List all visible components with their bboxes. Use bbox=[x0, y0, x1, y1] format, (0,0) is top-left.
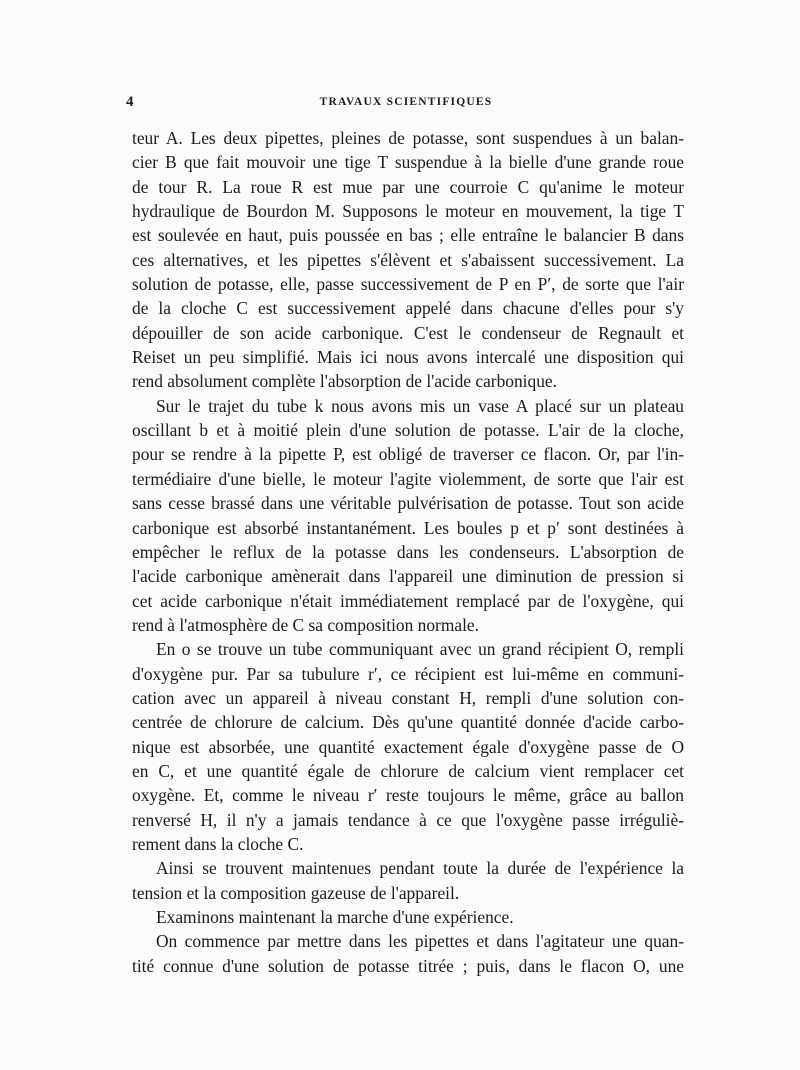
text-line: solution de potasse, elle, passe successivement de P en P′, de sorte que l'air bbox=[132, 274, 684, 295]
text-line: de la cloche C est successivement appelé dans chacune d'elles pour s'y bbox=[132, 298, 684, 319]
text-line: dépouiller de son acide carbonique. C'est le condenseur de Regnault et bbox=[132, 322, 684, 343]
text-line: tité connue d'une solution de potasse titrée ; puis, dans le flacon O, une bbox=[132, 955, 684, 976]
text-line: On commence par mettre dans les pipettes et dans l'agitateur une quan- bbox=[156, 931, 684, 952]
text-line: carbonique est absorbé instantanément. Les boules p et p′ sont destinées à bbox=[132, 517, 684, 538]
page-number: 4 bbox=[126, 94, 134, 110]
text-line: hydraulique de Bourdon M. Supposons le moteur en mouvement, la tige T bbox=[132, 201, 684, 222]
text-line: ces alternatives, et les pipettes s'élèvent et s'abaissent successivement. La bbox=[132, 249, 684, 270]
text-line: rement dans la cloche C. bbox=[132, 833, 304, 854]
text-line: rend à l'atmosphère de C sa composition normale. bbox=[132, 614, 479, 635]
text-line: En o se trouve un tube communiquant avec un grand récipient O, rempli bbox=[156, 639, 684, 660]
text-line: cier B que fait mouvoir une tige T suspendue à la bielle d'une grande roue bbox=[132, 152, 684, 173]
text-line: teur A. Les deux pipettes, pleines de potasse, sont suspendues à un balan- bbox=[132, 128, 684, 148]
text-line: nique est absorbée, une quantité exactement égale d'oxygène passe de O bbox=[132, 736, 684, 757]
body-text bbox=[132, 126, 684, 978]
text-line: oxygène. Et, comme le niveau r′ reste toujours le même, grâce au ballon bbox=[132, 785, 684, 806]
text-line: Examinons maintenant la marche d'une expérience. bbox=[156, 907, 514, 927]
text-line: centrée de chlorure de calcium. Dès qu'une quantité donnée d'acide carbo- bbox=[132, 712, 684, 733]
text-line: pour se rendre à la pipette P, est obligé de traverser ce flacon. Or, par l'in- bbox=[132, 444, 684, 465]
text-line: Sur le trajet du tube k nous avons mis un vase A placé sur un plateau bbox=[156, 395, 684, 416]
text-line: Reiset un peu simplifié. Mais ici nous avons intercalé une disposition qui bbox=[132, 347, 684, 368]
text-line: tension et la composition gazeuse de l'appareil. bbox=[132, 882, 460, 903]
text-line: cation avec un appareil à niveau constant H, rempli d'une solution con- bbox=[132, 687, 684, 708]
text-line: renversé H, il n'y a jamais tendance à ce que l'oxygène passe irréguliè- bbox=[132, 809, 684, 830]
text-line: en C, et une quantité égale de chlorure de calcium vient remplacer cet bbox=[132, 760, 684, 781]
running-title: TRAVAUX SCIENTIFIQUES bbox=[319, 96, 493, 108]
text-line: l'acide carbonique amènerait dans l'appareil une diminution de pression si bbox=[132, 566, 684, 587]
text-line: termédiaire d'une bielle, le moteur l'agite violemment, de sorte que l'air est bbox=[132, 468, 684, 489]
text-line: de tour R. La roue R est mue par une courroie C qu'anime le moteur bbox=[132, 176, 684, 197]
text-line: rend absolument complète l'absorption de l'acide carbonique. bbox=[132, 371, 557, 392]
text-line: sans cesse brassé dans une véritable pulvérisation de potasse. Tout son acide bbox=[132, 493, 684, 514]
text-line: cet acide carbonique n'était immédiatement remplacé par de l'oxygène, qui bbox=[132, 590, 684, 611]
text-line: oscillant b et à moitié plein d'une solution de potasse. L'air de la cloche, bbox=[132, 420, 684, 441]
text-line: d'oxygène pur. Par sa tubulure r′, ce récipient est lui-même en communi- bbox=[132, 663, 684, 684]
page-header bbox=[126, 94, 686, 116]
text-line: Ainsi se trouvent maintenues pendant toute la durée de l'expérience la bbox=[156, 858, 684, 879]
text-line: empêcher le reflux de la potasse dans les condenseurs. L'absorption de bbox=[132, 541, 684, 562]
text-line: est soulevée en haut, puis poussée en bas ; elle entraîne le balancier B dans bbox=[132, 225, 684, 246]
